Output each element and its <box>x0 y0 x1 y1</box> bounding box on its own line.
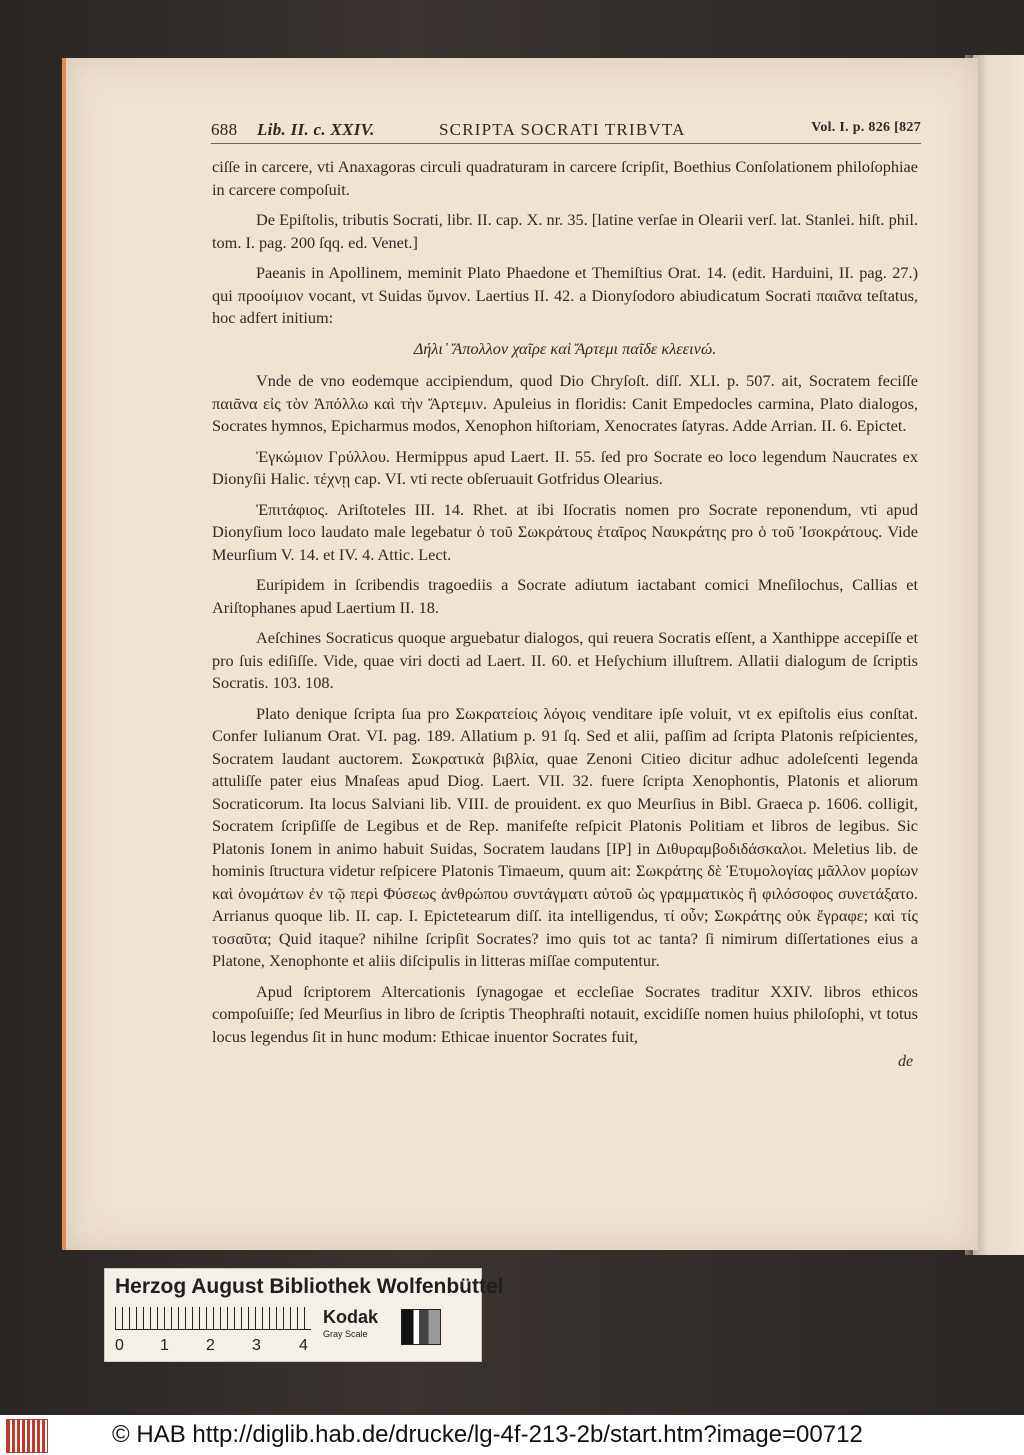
body-text <box>212 156 918 1048</box>
paragraph: Plato denique ſcripta ſua pro Σωκρατείοις λόγοις venditare ipſe voluit, vt ex epiſtolis eius conſtat. Confer Iulianum Orat. VI. pag. 189. Allatium p. 91 ſq. Sed et alii, paſſim ad ſcripta Platonis reſpicientes, Socratem laudant auctorem. Σωκρατικὰ βιβλία, quae Zenoni Citieo dicitur adhuc adoleſcenti legenda attuliſſe pater eius Mnaſeas apud Diog. Laert. VII. 32. fuere ſcripta Xenophontis, Platonis et aliorum Socraticorum. Ita locus Salviani lib. VIII. de prouident. ex quo Meurſius in Bibl. Graeca p. 1606. colligit, Socratem ſcripſiſſe de Legibus et de Rep. manifeſte reſpicit Platonis Politiam et libros de legibus. Sic Platonis Ionem in animo habuit Suidas, Socratem laudans [IP] in Διθυραμβοδιδάσκαλοι. Meletius lib. de hominis ſtructura videtur reſpicere Platonis Timaeum, quum ait: Σωκράτης δὲ Ἐτυμολογίας μᾶλλον μορίων καὶ ὀνομάτων ἐν τῷ περὶ Φύσεως ἀνθρώπου συντάγματι αὐτοῦ ὡς γραμματικὸς ἢ φιλόσοφος συνετάξατο. Arrianus quoque lib. II. cap. I. Epictetearum diſſ. ita intelligendus, τί οὖν; Σωκράτης οὐκ ἔγραφε; καὶ τίς τοσαῦτα; Quid itaque? nihilne ſcripſit Socrates? imo quis tot ac tanta? ſi nimirum diſſertationes eius a Platone, Xenophonte et aliis diſcipulis in litteras miſſae computentur. <box>212 703 918 970</box>
footer-bar <box>0 1415 1024 1455</box>
page-header <box>211 118 921 144</box>
paragraph: Paeanis in Apollinem, meminit Plato Phaedone et Themiſtius Orat. 14. (edit. Harduini, II. pag. 27.) qui προοίμιον vocant, vt Suidas ὕμνον. Laertius II. 42. a Dionyſodoro abiudicatum Socrati παιᾶνα teſtatus, hoc adfert initium: <box>212 263 918 327</box>
paragraph: Aeſchines Socraticus quoque arguebatur dialogos, qui reuera Socratis eſſent, a Xanthippe accepiſſe et pro ſuis ediſiſſe. Vide, quae viri docti ad Laert. II. 60. et Heſychium illuſtrem. Allatii dialogum de ſcriptis Socratis. 103. 108. <box>212 628 918 692</box>
library-name: Herzog August Bibliothek Wolfenbüttel <box>115 1275 504 1298</box>
footer-url: © HAB http://diglib.hab.de/drucke/lg-4f-213-2b/start.htm?image=00712 <box>112 1421 863 1448</box>
gray-scale-swatch <box>401 1309 441 1345</box>
page-number: 688 <box>211 120 238 139</box>
greek-quote: Δήλι᾽ Ἄπολλον χαῖρε καὶ Ἄρτεμι παῖδε κλεεινώ. <box>413 338 717 358</box>
volume-reference: Vol. I. p. 826 [827 <box>811 120 921 135</box>
ruler-number: 0 <box>115 1337 124 1354</box>
ruler-scale <box>115 1307 311 1330</box>
paragraph: Euripidem in ſcribendis tragoediis a Socrate adiutum iactabant comici Mneſilochus, Callias et Ariſtophanes apud Laertium II. 18. <box>212 575 918 617</box>
running-title: SCRIPTA SOCRATI TRIBVTA <box>439 120 686 139</box>
ruler-number: 1 <box>160 1337 169 1354</box>
header-rule <box>211 143 921 144</box>
library-color-card <box>104 1268 504 1362</box>
paragraph: Vnde de vno eodemque accipiendum, quod Dio Chryſoſt. diſſ. XLI. p. 507. ait, Socratem feciſſe παιᾶνα εἰς τὸν Ἀπόλλω καὶ τὴν Ἄρτεμιν. Apuleius in floridis: Canit Empedocles carmina, Plato dialogos, Socrates hymnos, Epicharmus modos, Xenophon hiſtoriam, Xenocrates ſatyras. Adde Arrian. II. 6. Epictet. <box>212 371 918 435</box>
paragraph: ciſſe in carcere, vti Anaxagoras circuli quadraturam in carcere ſcripſit, Boethius Conſolationem philoſophiae in carcere compoſuit. <box>212 157 918 199</box>
ruler-number: 3 <box>252 1337 261 1354</box>
catchword: de <box>898 1053 914 1070</box>
ruler-number: 2 <box>206 1337 215 1354</box>
paragraph: Ἐπιτάφιος. Ariſtoteles III. 14. Rhet. at ibi Iſocratis nomen pro Socrate reponendum, vti apud Dionyſium loco laudato male legebatur ὁ τοῦ Σωκράτους ἑταῖρος Ναυκράτης pro ὁ τοῦ Ἰσοκράτους. Vide Meurſium V. 14. et IV. 4. Attic. Lect. <box>212 499 918 564</box>
facing-page-edge <box>972 55 1024 1255</box>
book-chapter-ref: Lib. II. c. XXIV. <box>257 120 375 139</box>
paragraph: Ἐγκώμιον Γρύλλου. Hermippus apud Laert. II. 55. ſed pro Socrate eo loco legendum Naucrates ex Dionyſii Halic. τέχνῃ cap. VI. vti recte obſeruauit Gotfridus Olearius. <box>212 446 918 488</box>
paragraph: De Epiſtolis, tributis Socrati, libr. II. cap. X. nr. 35. [latine verſae in Olearii verſ. lat. Stanlei. hiſt. phil. tom. I. pag. 200 ſqq. ed. Venet.] <box>212 210 918 252</box>
kodak-logo: Kodak <box>323 1307 379 1327</box>
gray-scale-label: Gray Scale <box>323 1329 368 1339</box>
paragraph: Apud ſcriptorem Altercationis ſynagogae et eccleſiae Socrates traditur XXIV. libros ethicos compoſuiſſe; ſed Meurſius in libro de ſcriptis Theophraſti notauit, excidiſſe nomen huius philoſophi, vt totus locus legendus ſit in hunc modum: Ethicae inuentor Socrates fuit, <box>212 981 918 1046</box>
ruler-number: 4 <box>299 1337 308 1354</box>
hab-logo-icon <box>6 1419 48 1453</box>
